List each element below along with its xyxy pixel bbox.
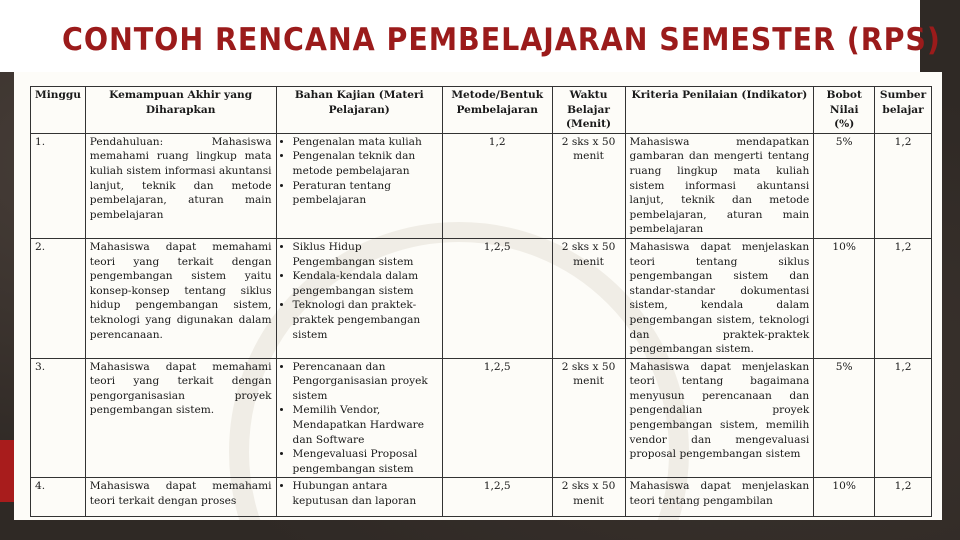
cell-sumber: 1,2 bbox=[875, 358, 932, 478]
cell-kriteria: Mahasiswa dapat menjelaskan teori tentang siklus pengembangan sistem dan standar-standar dokumentasi sistem, kendala dalam pengembangan sistem, teknologi dan praktek-praktek pengembangan sistem. bbox=[625, 238, 814, 358]
slide-title: CONTOH RENCANA PEMBELAJARAN SEMESTER (RPS) bbox=[62, 22, 941, 58]
header-metode: Metode/Bentuk Pembelajaran bbox=[442, 87, 552, 134]
table-row bbox=[31, 358, 932, 478]
cell-kriteria: Mahasiswa dapat menjelaskan teori tentang pengambilan bbox=[625, 478, 814, 517]
header-waktu: Waktu Belajar (Menit) bbox=[552, 87, 625, 134]
bahan-item: • Pengenalan teknik dan metode pembelajaran bbox=[293, 149, 438, 178]
cell-bobot: 10% bbox=[814, 478, 875, 517]
rps-table bbox=[30, 86, 932, 517]
header-sumber: Sumber belajar bbox=[875, 87, 932, 134]
document-image bbox=[14, 72, 942, 520]
header-kriteria: Kriteria Penilaian (Indikator) bbox=[625, 87, 814, 134]
cell-bobot: 5% bbox=[814, 358, 875, 478]
cell-kriteria: Mahasiswa dapat menjelaskan teori tentang bagaimana menyusun perencanaan dan pengendalian proyek pengembangan sistem, memilih vendor dan mengevaluasi proposal pengembangan sistem bbox=[625, 358, 814, 478]
cell-kriteria: Mahasiswa mendapatkan gambaran dan mengerti tentang ruang lingkup mata kuliah sistem informasi akuntansi lanjut, teknik dan metode pembelajaran, aturan main pembelajaran bbox=[625, 133, 814, 238]
cell-waktu: 2 sks x 50 menit bbox=[552, 133, 625, 238]
header-bobot: Bobot Nilai (%) bbox=[814, 87, 875, 134]
cell-sumber: 1,2 bbox=[875, 478, 932, 517]
bahan-item: • Siklus Hidup Pengembangan sistem bbox=[293, 240, 438, 269]
bahan-item: • Pengenalan mata kuliah bbox=[293, 135, 438, 150]
cell-metode: 1,2,5 bbox=[442, 238, 552, 358]
accent-bar bbox=[0, 440, 14, 502]
header-kemampuan: Kemampuan Akhir yang Diharapkan bbox=[85, 87, 276, 134]
cell-sumber: 1,2 bbox=[875, 133, 932, 238]
cell-kemampuan: Mahasiswa dapat memahami teori yang terkait dengan pengembangan sistem yaitu konsep-konsep tentang siklus hidup pengembangan sistem, teknologi yang digunakan dalam perencanaan. bbox=[85, 238, 276, 358]
header-bahan: Bahan Kajian (Materi Pelajaran) bbox=[276, 87, 442, 134]
cell-minggu: 3. bbox=[31, 358, 86, 478]
cell-kemampuan: Mahasiswa dapat memahami teori terkait dengan proses bbox=[85, 478, 276, 517]
cell-bahan bbox=[276, 133, 442, 238]
cell-metode: 1,2 bbox=[442, 133, 552, 238]
bahan-item: • Hubungan antara keputusan dan laporan bbox=[293, 479, 438, 508]
cell-sumber: 1,2 bbox=[875, 238, 932, 358]
cell-minggu: 4. bbox=[31, 478, 86, 517]
bahan-item: • Memilih Vendor, Mendapatkan Hardware dan Software bbox=[293, 403, 438, 447]
cell-kemampuan: Pendahuluan: Mahasiswa memahami ruang lingkup mata kuliah sistem informasi akuntansi lanjut, teknik dan metode pembelajaran, aturan main pembelajaran bbox=[85, 133, 276, 238]
bahan-item: • Perencanaan dan Pengorganisasian proyek sistem bbox=[293, 360, 438, 404]
cell-bahan bbox=[276, 238, 442, 358]
bahan-item: • Kendala-kendala dalam pengembangan sistem bbox=[293, 269, 438, 298]
bahan-item: • Peraturan tentang pembelajaran bbox=[293, 179, 438, 208]
table-row bbox=[31, 478, 932, 517]
cell-minggu: 2. bbox=[31, 238, 86, 358]
cell-bobot: 5% bbox=[814, 133, 875, 238]
table-row bbox=[31, 238, 932, 358]
bahan-item: • Mengevaluasi Proposal pengembangan sistem bbox=[293, 447, 438, 476]
cell-bobot: 10% bbox=[814, 238, 875, 358]
cell-metode: 1,2,5 bbox=[442, 478, 552, 517]
cell-waktu: 2 sks x 50 menit bbox=[552, 358, 625, 478]
table-row bbox=[31, 133, 932, 238]
cell-minggu: 1. bbox=[31, 133, 86, 238]
cell-waktu: 2 sks x 50 menit bbox=[552, 478, 625, 517]
table-header-row bbox=[31, 87, 932, 134]
cell-kemampuan: Mahasiswa dapat memahami teori yang terkait dengan pengorganisasian proyek pengembangan sistem. bbox=[85, 358, 276, 478]
title-band bbox=[0, 0, 941, 72]
cell-bahan bbox=[276, 358, 442, 478]
header-minggu: Minggu bbox=[31, 87, 86, 134]
cell-waktu: 2 sks x 50 menit bbox=[552, 238, 625, 358]
cell-metode: 1,2,5 bbox=[442, 358, 552, 478]
bahan-item: • Teknologi dan praktek-praktek pengembangan sistem bbox=[293, 298, 438, 342]
cell-bahan bbox=[276, 478, 442, 517]
